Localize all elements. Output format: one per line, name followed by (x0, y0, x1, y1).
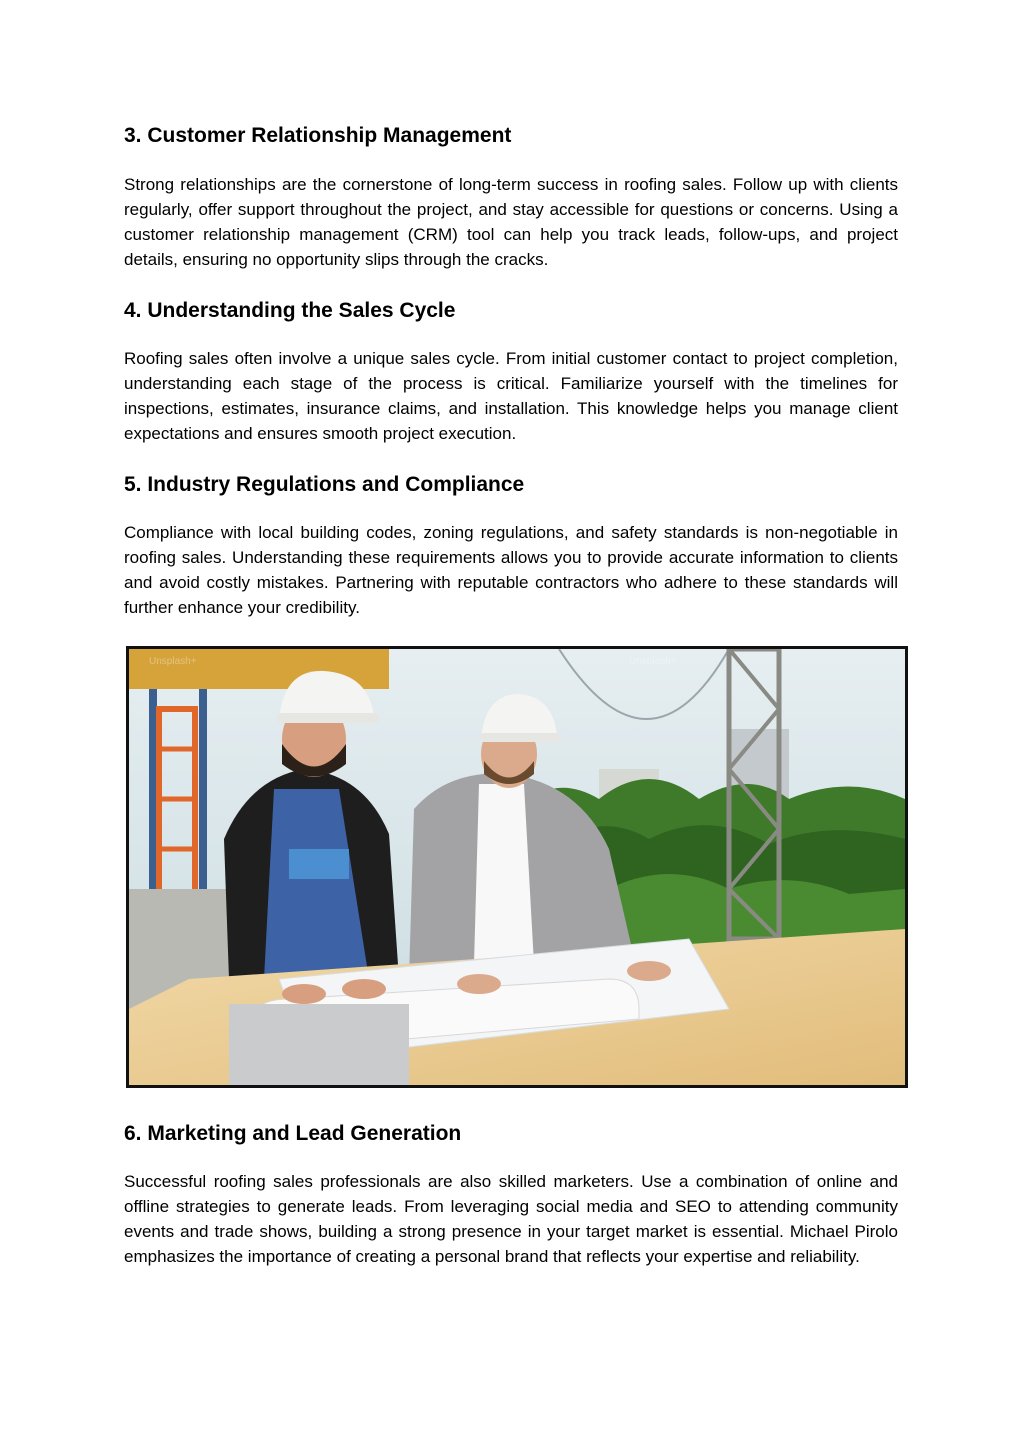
watermark-text: Unsplash+ (629, 656, 677, 667)
section-body-marketing: Successful roofing sales professionals are also skilled marketers. Use a combination of online and offline strategies to generate leads. From leveraging social media and SEO to attending community events and trade shows, building a strong presence in your target market is essential. Michael Pirolo emphasizes the importance of creating a personal brand that reflects your expertise and reliability. (124, 1172, 898, 1266)
section-heading-marketing: 6. Marketing and Lead Generation (124, 1122, 462, 1145)
section-body-crm: Strong relationships are the cornerstone of long-term success in roofing sales. Follow up with clients regularly, offer support throughout the project, and stay accessible for questions or concerns. Using a customer relationship management (CRM) tool can help you track leads, follow-ups, and project details, ensuring no opportunity slips through the cracks. (124, 175, 898, 269)
section-body-regulations: Compliance with local building codes, zoning regulations, and safety standards is non-negotiable in roofing sales. Understanding these requirements allows you to provide accurate information to clients and avoid costly mistakes. Partnering with reputable contractors who adhere to these standards will further enhance your credibility. (124, 523, 898, 617)
watermark-text: Unsplash+ (149, 656, 197, 667)
section-heading-sales-cycle: 4. Understanding the Sales Cycle (124, 299, 456, 322)
section-heading-regulations: 5. Industry Regulations and Compliance (124, 473, 525, 496)
construction-workers-photo (126, 646, 908, 1088)
section-body-sales-cycle: Roofing sales often involve a unique sales cycle. From initial customer contact to project completion, understanding each stage of the process is critical. Familiarize yourself with the timelines for inspections, estimates, insurance claims, and installation. This knowledge helps you manage client expectations and ensures smooth project execution. (124, 349, 898, 443)
section-heading-crm: 3. Customer Relationship Management (124, 124, 512, 147)
